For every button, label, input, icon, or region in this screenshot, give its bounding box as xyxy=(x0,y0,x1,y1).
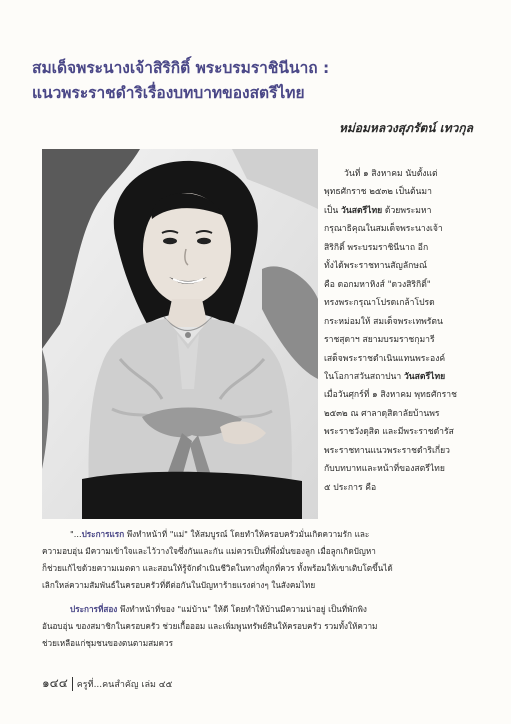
text-line: พระราชวังดุสิต และมีพระราชดำรัส xyxy=(324,427,454,438)
text-run: ด้วยพระมหา xyxy=(382,205,432,216)
publication-name: ครูที่...คนสำคัญ เล่ม ๔๕ xyxy=(76,679,173,690)
text-line: ก็ช่วยแก้ไขด้วยความเมตตา และสอนให้รู้จักดำเนินชีวิตในทางที่ถูกที่ควร ทั้งพร้อมให้เขาเติบโตขึ้นได้ xyxy=(42,563,393,573)
author-name: หม่อมหลวงสุภรัตน์ เทวกุล xyxy=(338,121,473,135)
text-run: เป็น xyxy=(324,205,341,216)
text-line: เสด็จพระราชดำเนินแทนพระองค์ xyxy=(324,353,446,364)
side-column-text xyxy=(324,165,474,497)
text-line: กรุณาธิคุณในสมเด็จพระนางเจ้า xyxy=(324,224,443,235)
page-number: ๑๔๔ xyxy=(42,676,68,690)
text-line: อันอบอุ่น ของสมาชิกในครอบครัว ช่วยเกื้อออม และเพิ่มพูนทรัพย์สินให้ครอบครัว รวมทั้งให้ความ xyxy=(42,621,378,631)
text-run: พึงทำหน้าที่ของ "แม่บ้าน" ให้ดี โดยทำให้บ้านมีความน่าอยู่ เป็นที่พักพิง xyxy=(117,604,367,614)
text-line: เมื่อวันศุกร์ที่ ๑ สิงหาคม พุทธศักราช xyxy=(324,390,457,401)
text-line: ราชสุดาฯ สยามบรมราชกุมารี xyxy=(324,335,435,346)
paragraph-gap xyxy=(42,594,470,601)
text-line: ทั้งได้พระราชทานสัญลักษณ์ xyxy=(324,261,427,272)
text-line xyxy=(42,601,470,618)
text-line: พระราชทานแนวพระราชดำริเกี่ยว xyxy=(324,445,450,456)
body-text xyxy=(42,526,470,652)
text-line: วันที่ ๑ สิงหาคม นับตั้งแต่ xyxy=(344,169,438,179)
footer-divider xyxy=(72,677,73,691)
highlight-term: ประการที่สอง xyxy=(70,604,118,614)
text-line: ช่วยเหลือแก่ชุมชนของตนตามสมควร xyxy=(42,638,174,648)
text-line: สิริกิติ์ พระบรมราชินีนาถ อีก xyxy=(324,242,429,253)
highlight-term: วันสตรีไทย xyxy=(403,371,446,382)
text-line: กระหม่อมให้ สมเด็จพระเทพรัตน xyxy=(324,316,443,327)
text-line: ความอบอุ่น มีความเข้าใจและไว้วางใจซึ่งกันและกัน แม่ควรเป็นที่พึ่งมั่นของลูก เมื่อลูกเกิดปัญหา xyxy=(42,546,376,556)
portrait-photo xyxy=(42,149,318,519)
text-line: เลิกใหล่ความสัมพันธ์ในครอบครัวที่ดีต่อกันในปัญหาร้ายแรงต่างๆ ในสังคมไทย xyxy=(42,580,316,590)
text-run: "... xyxy=(70,529,82,539)
text-line xyxy=(324,368,474,386)
text-line: พุทธศักราช ๒๕๓๒ เป็นต้นมา xyxy=(324,187,432,198)
text-line: กับบทบาทและหน้าที่ของสตรีไทย xyxy=(324,464,445,475)
text-line: ทรงพระกรุณาโปรดเกล้าโปรด xyxy=(324,298,435,309)
text-line: ๕ ประการ คือ xyxy=(324,482,377,493)
article-title xyxy=(32,56,472,106)
title-line-1: สมเด็จพระนางเจ้าสิริกิติ์ พระบรมราชินีนาถ : xyxy=(32,59,330,77)
text-line: คือ ดอกมหาหิงส์ "ดวงสิริกิติ์" xyxy=(324,279,431,290)
text-line: ๒๕๓๒ ณ ศาลาดุสิดาลัยบ้านพร xyxy=(324,408,440,419)
title-line-2: แนวพระราชดำริเรื่องบทบาทของสตรีไทย xyxy=(32,84,305,102)
highlight-term: วันสตรีไทย xyxy=(341,205,383,216)
text-run: พึงทำหน้าที่ "แม่" ให้สมบูรณ์ โดยทำให้ครอบครัวมั่นเกิดความรัก และ xyxy=(124,529,370,539)
highlight-term: ประการแรก xyxy=(81,529,125,539)
page-footer xyxy=(42,674,172,693)
text-line xyxy=(324,202,474,220)
text-line xyxy=(42,526,470,543)
text-run: ในโอกาสวันสถาปนา xyxy=(324,371,404,382)
